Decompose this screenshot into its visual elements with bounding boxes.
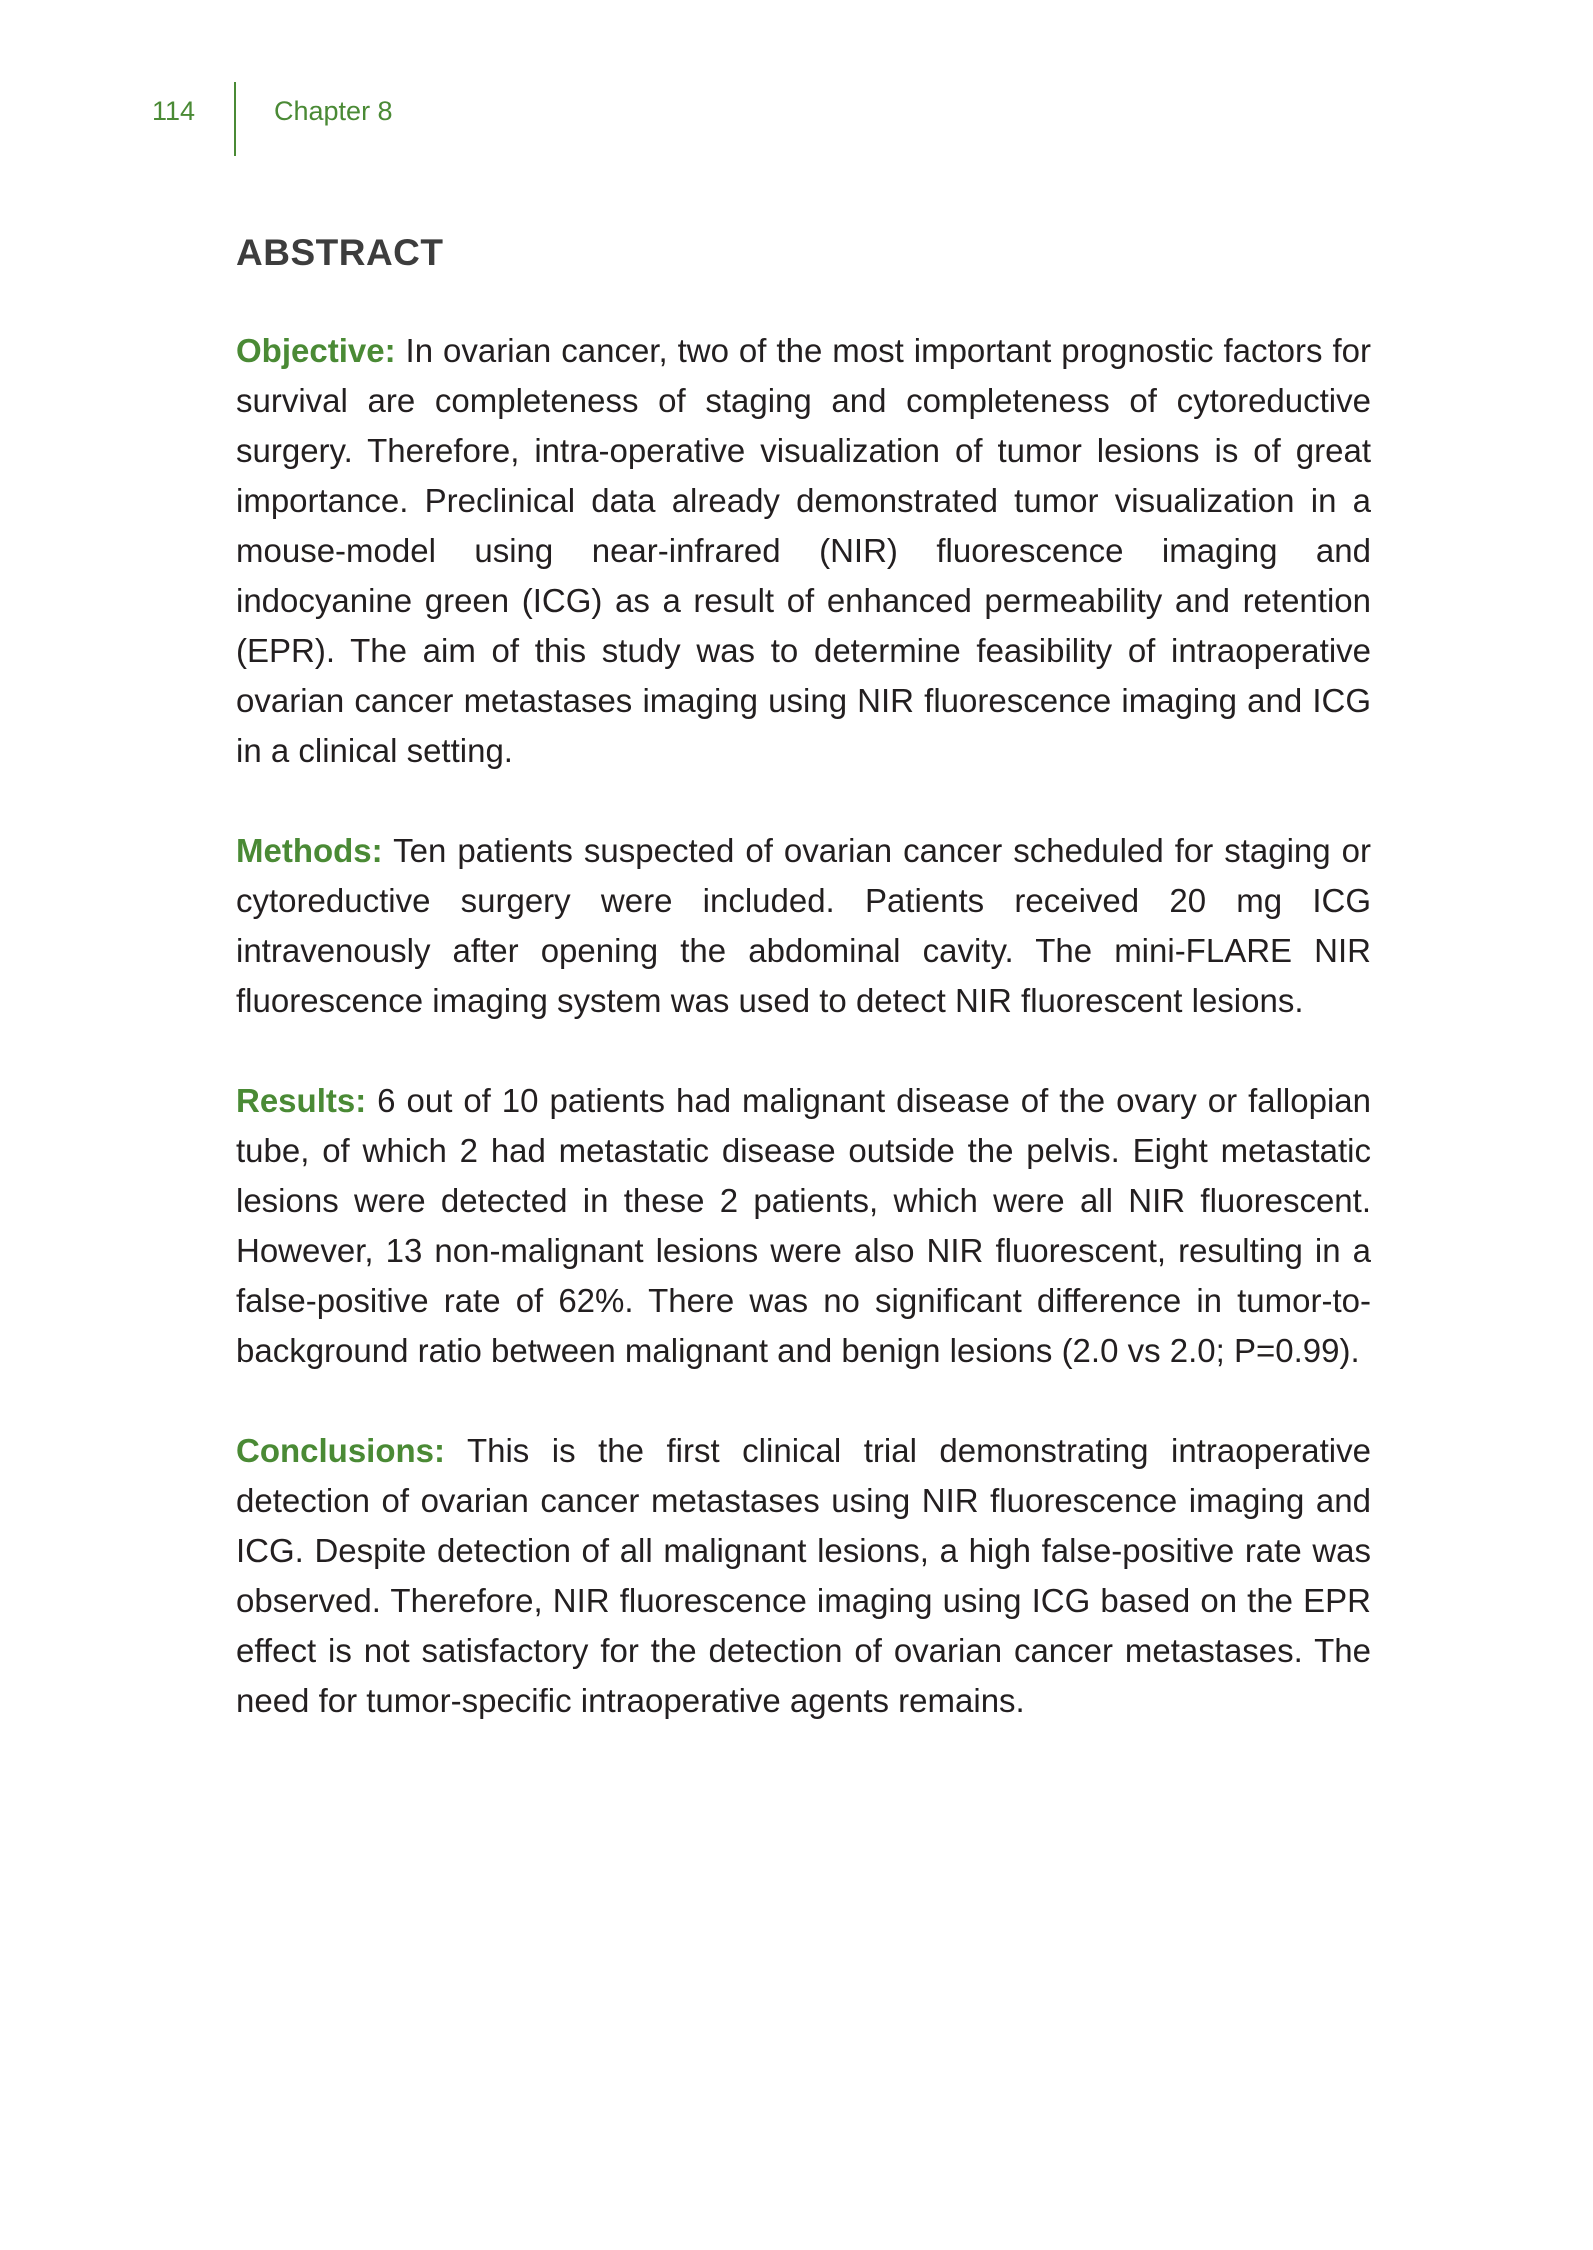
- header-divider: [234, 82, 236, 156]
- results-text: 6 out of 10 patients had malignant disease of the ovary or fallopian tube, of which 2 had metastatic disease outside the pelvis. Eight metastatic lesions were detected in these 2 patients, which were all NIR fluorescent. However, 13 non-malignant lesions were also NIR fluorescent, resulting in a false-positive rate of 62%. There was no significant difference in tumor-to-background ratio between malignant and benign lesions (2.0 vs 2.0; P=0.99).: [236, 1082, 1371, 1369]
- conclusions-text: This is the first clinical trial demonstrating intraoperative detection of ovarian cancer metastases using NIR fluorescence imaging and ICG. Despite detection of all malignant lesions, a high false-positive rate was observed. Therefore, NIR fluorescence imaging using ICG based on the EPR effect is not satisfactory for the detection of ovarian cancer metastases. The need for tumor-specific intraoperative agents remains.: [236, 1432, 1371, 1719]
- objective-text: In ovarian cancer, two of the most important prognostic factors for survival are completeness of staging and completeness of cytoreductive surgery. Therefore, intra-operative visualization of tumor lesions is of great importance. Preclinical data already demonstrated tumor visualization in a mouse-model using near-infrared (NIR) fluorescence imaging and indocyanine green (ICG) as a result of enhanced permeability and retention (EPR). The aim of this study was to determine feasibility of intraoperative ovarian cancer metastases imaging using NIR fluorescence imaging and ICG in a clinical setting.: [236, 332, 1372, 769]
- conclusions-section: [236, 1426, 1371, 1726]
- abstract-title: ABSTRACT: [236, 232, 444, 273]
- methods-text: Ten patients suspected of ovarian cancer scheduled for staging or cytoreductive surgery were included. Patients received 20 mg ICG intravenously after opening the abdominal cavity. The mini-FLARE NIR fluorescence imaging system was used to detect NIR fluorescent lesions.: [236, 832, 1371, 1019]
- page-number: 114: [152, 96, 196, 126]
- conclusions-label: Conclusions:: [236, 1432, 446, 1469]
- abstract-body: [236, 232, 1371, 1776]
- methods-label: Methods:: [236, 832, 383, 869]
- methods-section: [236, 826, 1371, 1026]
- chapter-label: Chapter 8: [274, 96, 393, 126]
- page-header: [0, 82, 1593, 162]
- results-section: [236, 1076, 1371, 1376]
- objective-section: [236, 326, 1371, 776]
- results-label: Results:: [236, 1082, 367, 1119]
- objective-label: Objective:: [236, 332, 396, 369]
